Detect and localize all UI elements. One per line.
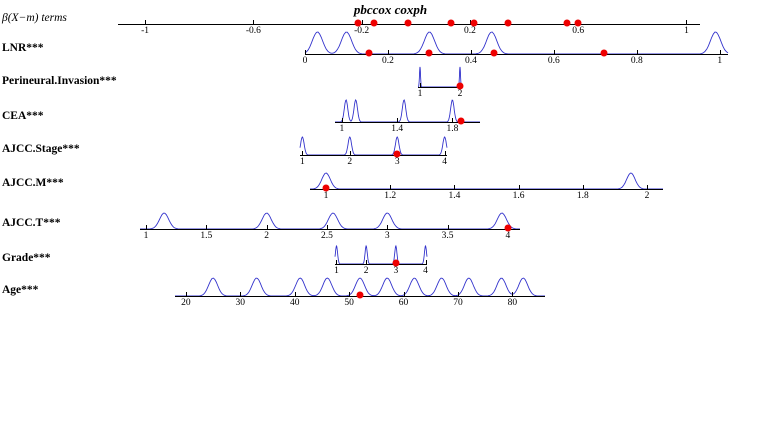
predictor-label-3: AJCC.Stage***	[2, 143, 80, 155]
predictor-axis-tick-label-5: 3	[384, 231, 390, 241]
beta-axis-tick-label: 0.2	[463, 26, 476, 36]
beta-axis-point[interactable]	[370, 20, 377, 27]
predictor-axis-tick-5	[146, 225, 147, 229]
predictor-label-0: LNR***	[2, 42, 44, 54]
predictor-axis-tick-label-0: 0.6	[547, 56, 560, 66]
predictor-axis-tick-7	[458, 292, 459, 296]
predictor-axis-tick-7	[404, 292, 405, 296]
predictor-axis-tick-label-5: 3.5	[441, 231, 454, 241]
predictor-axis-tick-label-5: 2	[264, 231, 270, 241]
predictor-axis-tick-label-7: 30	[235, 298, 246, 308]
predictor-axis-tick-4	[390, 185, 391, 189]
predictor-point-0[interactable]	[490, 50, 497, 57]
predictor-axis-tick-label-1: 1	[417, 89, 423, 99]
predictor-point-4[interactable]	[323, 185, 330, 192]
predictor-axis-tick-label-3: 4	[442, 157, 447, 167]
predictor-axis-tick-label-4: 1.8	[576, 191, 589, 201]
predictor-point-0[interactable]	[426, 50, 433, 57]
predictor-axis-tick-label-3: 3	[394, 157, 400, 167]
predictor-axis-line-4	[310, 189, 663, 190]
predictor-axis-tick-7	[349, 292, 350, 296]
beta-axis-tick-label: 1	[684, 26, 689, 36]
predictor-axis-tick-2	[452, 118, 453, 122]
predictor-axis-tick-label-4: 1.6	[512, 191, 525, 201]
predictor-axis-tick-label-7: 70	[453, 298, 463, 308]
predictor-axis-tick-4	[454, 185, 455, 189]
predictor-axis-tick-5	[448, 225, 449, 229]
predictor-axis-tick-0	[720, 50, 721, 54]
predictor-axis-tick-label-6: 3	[393, 266, 399, 276]
beta-axis-tick-label: 0.6	[572, 26, 585, 36]
predictor-axis-tick-5	[267, 225, 268, 229]
predictor-axis-tick-1	[420, 83, 421, 87]
beta-axis-tick	[145, 20, 146, 24]
predictor-axis-tick-label-1: 2	[457, 89, 463, 99]
predictor-axis-tick-6	[336, 260, 337, 264]
predictor-axis-tick-label-3: 2	[347, 157, 353, 167]
predictor-axis-tick-label-2: 1.8	[446, 124, 459, 134]
predictor-axis-tick-label-0: 0.4	[464, 56, 477, 66]
beta-axis-tick	[686, 20, 687, 24]
predictor-axis-tick-label-5: 4	[505, 231, 511, 241]
predictor-axis-line-6	[335, 264, 427, 265]
beta-axis-tick-label: -0.6	[245, 26, 261, 36]
predictor-axis-tick-0	[388, 50, 389, 54]
predictor-point-0[interactable]	[600, 50, 607, 57]
predictor-axis-tick-label-2: 1.4	[391, 124, 404, 134]
predictor-axis-line-5	[140, 229, 520, 230]
predictor-axis-line-1	[418, 87, 462, 88]
chart-title: pbccox coxph	[353, 2, 428, 17]
predictor-axis-tick-0	[554, 50, 555, 54]
predictor-axis-tick-5	[327, 225, 328, 229]
predictor-label-2: CEA***	[2, 110, 44, 122]
predictor-axis-tick-label-2: 1	[339, 124, 345, 134]
predictor-axis-tick-label-0: 0.8	[630, 56, 643, 66]
beta-axis-point[interactable]	[404, 20, 411, 27]
beta-axis-tick-label: -1	[141, 26, 150, 36]
predictor-axis-tick-label-4: 1	[323, 191, 329, 201]
predictor-axis-tick-label-4: 1.2	[384, 191, 397, 201]
predictor-axis-tick-label-3: 1	[299, 157, 305, 167]
predictor-axis-tick-label-4: 1.4	[448, 191, 461, 201]
predictor-axis-tick-label-7: 80	[507, 298, 518, 308]
beta-axis-point[interactable]	[575, 20, 582, 27]
predictor-label-1: Perineural.Invasion***	[2, 75, 117, 87]
predictor-point-0[interactable]	[366, 50, 373, 57]
predictor-axis-tick-0	[637, 50, 638, 54]
predictor-axis-tick-label-6: 2	[363, 266, 369, 276]
beta-axis-tick	[253, 20, 254, 24]
predictor-axis-tick-7	[186, 292, 187, 296]
predictor-point-7[interactable]	[357, 292, 364, 299]
predictor-axis-tick-5	[206, 225, 207, 229]
predictor-axis-tick-label-7: 60	[398, 298, 409, 308]
beta-axis-tick-label: -0.2	[354, 26, 370, 36]
predictor-axis-tick-label-7: 20	[181, 298, 191, 308]
predictor-label-6: Grade***	[2, 252, 51, 264]
predictor-axis-tick-5	[387, 225, 388, 229]
predictor-axis-tick-6	[426, 260, 427, 264]
predictor-axis-tick-4	[647, 185, 648, 189]
beta-axis-point[interactable]	[447, 20, 454, 27]
predictor-axis-tick-3	[302, 151, 303, 155]
predictor-axis-tick-4	[519, 185, 520, 189]
beta-axis-point[interactable]	[470, 20, 477, 27]
beta-axis-point[interactable]	[354, 20, 361, 27]
predictor-axis-tick-0	[305, 50, 306, 54]
predictor-axis-tick-3	[350, 151, 351, 155]
predictor-axis-tick-4	[583, 185, 584, 189]
beta-axis-point[interactable]	[504, 20, 511, 27]
predictor-axis-tick-0	[471, 50, 472, 54]
predictor-axis-tick-7	[512, 292, 513, 296]
predictor-axis-tick-2	[397, 118, 398, 122]
predictor-axis-tick-7	[295, 292, 296, 296]
beta-axis-point[interactable]	[564, 20, 571, 27]
predictor-point-2[interactable]	[457, 118, 464, 125]
predictor-axis-tick-2	[342, 118, 343, 122]
predictor-label-7: Age***	[2, 284, 39, 296]
predictor-axis-tick-label-5: 1.5	[200, 231, 213, 241]
predictor-axis-tick-label-6: 1	[334, 266, 339, 276]
predictor-axis-tick-3	[445, 151, 446, 155]
predictor-point-1[interactable]	[457, 83, 464, 90]
predictor-axis-tick-label-6: 4	[423, 266, 428, 276]
beta-terms-label: β(X−m) terms	[2, 12, 67, 24]
predictor-label-4: AJCC.M***	[2, 177, 64, 189]
predictor-axis-tick-label-7: 40	[289, 298, 300, 308]
predictor-point-3[interactable]	[394, 151, 401, 158]
predictor-axis-tick-label-5: 1	[143, 231, 149, 241]
predictor-axis-tick-label-0: 1	[717, 56, 723, 66]
predictor-axis-tick-7	[240, 292, 241, 296]
predictor-axis-tick-label-0: 0	[302, 56, 308, 66]
beta-axis-tick	[362, 20, 363, 24]
predictor-axis-tick-6	[366, 260, 367, 264]
predictor-axis-tick-label-5: 2.5	[321, 231, 333, 241]
predictor-point-5[interactable]	[504, 225, 511, 232]
predictor-label-5: AJCC.T***	[2, 217, 61, 229]
predictor-point-6[interactable]	[392, 260, 399, 267]
predictor-axis-tick-label-0: 0.2	[382, 56, 394, 66]
predictor-axis-tick-label-4: 2	[644, 191, 650, 201]
predictor-axis-tick-label-7: 50	[344, 298, 354, 308]
predictor-axis-line-3	[300, 155, 447, 156]
